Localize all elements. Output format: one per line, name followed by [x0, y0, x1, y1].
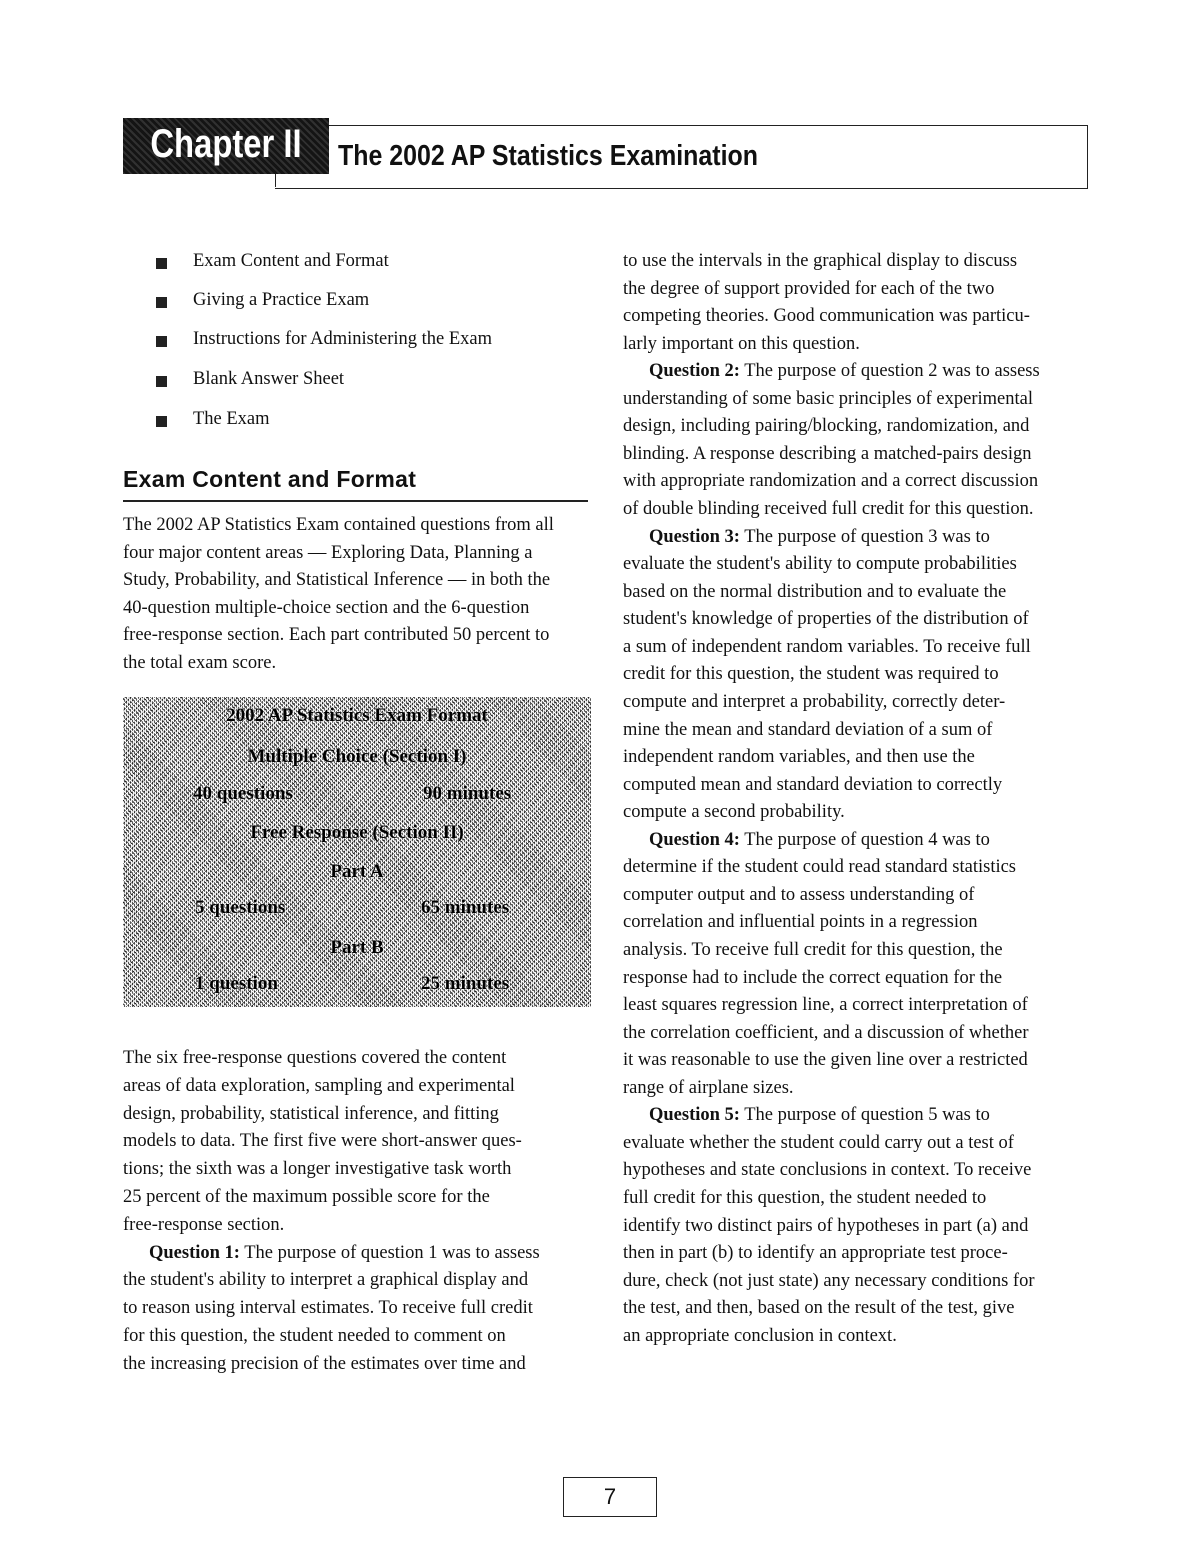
text-line — [123, 1076, 515, 1097]
text-line — [623, 1078, 794, 1099]
text-line — [649, 361, 1040, 382]
text-line — [123, 515, 554, 536]
heading-rule — [123, 500, 588, 502]
text-line — [649, 1105, 990, 1126]
square-bullet-icon — [156, 376, 167, 387]
part-b-questions: 1 question — [195, 973, 278, 994]
line-text: determine if the student could read standard statistics — [623, 857, 1017, 878]
line-text: to reason using interval estimates. To receive full credit — [123, 1298, 533, 1319]
line-text: for this question, the student needed to comment on — [123, 1326, 506, 1346]
title-frame-edge — [275, 174, 276, 187]
line-text: computed mean and standard deviation to correctly — [623, 774, 1003, 795]
text-line — [623, 279, 994, 300]
line-text: mine the mean and standard deviation of a sum of — [623, 719, 993, 740]
text-line — [623, 995, 1028, 1016]
line-text: a sum of independent random variables. To receive full — [623, 636, 1031, 657]
text-line — [623, 1216, 1028, 1237]
text-line — [623, 968, 1002, 989]
line-text: The six free-response questions covered the content — [123, 1048, 507, 1068]
line-text: based on the normal distribution and to evaluate the — [623, 581, 1007, 602]
line-text: The purpose of question 1 was to assess — [239, 1242, 540, 1263]
text-line — [123, 1048, 506, 1069]
line-text: dure, check (not just state) any necessary conditions for — [623, 1270, 1035, 1291]
text-line — [623, 554, 1017, 575]
line-text: evaluate the student's ability to compute probabilities — [623, 554, 1017, 575]
line-text: The purpose of question 2 was to assess — [739, 361, 1040, 382]
text-line — [123, 1354, 526, 1375]
line-text: hypotheses and state conclusions in context. To receive — [623, 1160, 1032, 1181]
square-bullet-icon — [156, 336, 167, 347]
line-text: tions; the sixth was a longer investigative task worth — [123, 1159, 512, 1180]
line-text: then in part (b) to identify an appropriate test proce- — [623, 1243, 1008, 1264]
text-line — [623, 334, 860, 355]
text-line — [649, 527, 990, 548]
chapter-label: Chapter II — [150, 122, 302, 166]
line-text: design, probability, statistical inference, and fitting — [123, 1103, 499, 1124]
line-text: full credit for this question, the student needed to — [623, 1188, 987, 1209]
text-line — [123, 1326, 506, 1347]
line-text: free-response section. Each part contributed 50 percent to — [123, 625, 550, 646]
line-text: areas of data exploration, sampling and experimental — [123, 1075, 515, 1096]
line-text: design, including pairing/blocking, randomization, and — [623, 416, 1030, 437]
text-line — [623, 389, 1033, 410]
text-line — [123, 598, 529, 619]
question-label: Question 1: — [149, 1242, 240, 1263]
line-text: larly important on this question. — [623, 333, 860, 354]
contents-item: Instructions for Administering the Exam — [193, 329, 493, 349]
text-line — [623, 1298, 1014, 1319]
line-text: 25 percent of the maximum possible score for the — [123, 1187, 490, 1207]
text-line — [623, 747, 975, 768]
format-title: 2002 AP Statistics Exam Format — [226, 705, 488, 726]
question-label: Question 5: — [649, 1105, 740, 1126]
text-line — [623, 251, 1017, 272]
line-text: analysis. To receive full credit for this question, the — [623, 940, 1003, 960]
text-line — [623, 499, 1034, 520]
line-text: range of airplane sizes. — [623, 1077, 794, 1098]
text-line — [623, 1243, 1008, 1264]
line-text: The purpose of question 3 was to — [739, 526, 990, 547]
line-text: least squares regression line, a correct interpretation of — [623, 995, 1028, 1016]
question-label: Question 3: — [649, 526, 740, 547]
text-line — [623, 692, 1005, 713]
line-text: models to data. The first five were short-answer ques- — [123, 1131, 522, 1152]
text-line — [123, 1131, 522, 1152]
line-text: with appropriate randomization and a correct discussion — [623, 471, 1039, 492]
line-text: understanding of some basic principles of experimental — [623, 388, 1033, 409]
text-line — [123, 570, 550, 591]
line-text: credit for this question, the student was required to — [623, 664, 999, 685]
text-line — [623, 912, 977, 933]
text-line — [123, 1187, 490, 1208]
text-line — [623, 720, 992, 741]
text-line — [149, 1243, 540, 1264]
line-text: The purpose of question 5 was to — [739, 1105, 990, 1126]
chapter-badge — [123, 118, 329, 174]
page-number: 7 — [603, 1484, 617, 1509]
text-line — [649, 830, 990, 851]
line-text: to use the intervals in the graphical display to discuss — [623, 251, 1018, 271]
text-line — [123, 1215, 284, 1236]
text-line — [123, 1159, 511, 1180]
line-text: the total exam score. — [123, 653, 277, 673]
line-text: compute a second probability. — [623, 802, 845, 823]
line-text: competing theories. Good communication was particu- — [623, 306, 1030, 327]
page-number-box — [563, 1477, 657, 1517]
text-line — [623, 609, 1029, 630]
part-b-heading: Part B — [330, 937, 384, 958]
text-line — [123, 1298, 533, 1319]
part-a-heading: Part A — [330, 861, 384, 882]
text-line — [623, 306, 1030, 327]
text-line — [123, 653, 276, 674]
line-text: identify two distinct pairs of hypotheses in part (a) and — [623, 1215, 1029, 1236]
line-text: 40-question multiple-choice section and the 6-question — [123, 597, 530, 618]
text-line — [123, 1104, 499, 1125]
section-heading: Exam Content and Format — [123, 466, 417, 492]
text-line — [623, 802, 845, 823]
text-line — [123, 1270, 528, 1291]
line-text: the test, and then, based on the result of the test, give — [623, 1298, 1015, 1319]
mc-time: 90 minutes — [423, 783, 512, 804]
line-text: evaluate whether the student could carry out a test of — [623, 1132, 1014, 1153]
text-line — [623, 416, 1029, 437]
text-line — [623, 1133, 1014, 1154]
square-bullet-icon — [156, 258, 167, 269]
line-text: an appropriate conclusion in context. — [623, 1325, 897, 1346]
line-text: computer output and to assess understanding of — [623, 884, 975, 905]
text-line — [623, 444, 1031, 465]
part-b-time: 25 minutes — [421, 973, 510, 994]
line-text: the correlation coefficient, and a discussion of whether — [623, 1022, 1029, 1043]
text-line — [623, 582, 1006, 603]
line-text: the increasing precision of the estimates over time and — [123, 1353, 526, 1374]
page-title: The 2002 AP Statistics Examination — [338, 140, 758, 172]
question-label: Question 4: — [649, 829, 740, 850]
part-a-questions: 5 questions — [195, 897, 286, 918]
mc-questions: 40 questions — [193, 783, 293, 804]
line-text: the student's ability to interpret a graphical display and — [123, 1270, 529, 1291]
line-text: four major content areas — Exploring Data, Planning a — [123, 542, 533, 563]
fr-heading: Free Response (Section II) — [250, 822, 464, 843]
text-line — [623, 471, 1038, 492]
line-text: free-response section. — [123, 1214, 285, 1235]
contents-item: Blank Answer Sheet — [193, 369, 345, 389]
line-text: The purpose of question 4 was to — [739, 829, 990, 850]
text-line — [123, 543, 532, 564]
line-text: blinding. A response describing a matched-pairs design — [623, 443, 1032, 464]
text-line — [623, 1326, 897, 1347]
question-label: Question 2: — [649, 361, 740, 382]
text-line — [623, 1271, 1035, 1292]
mc-heading: Multiple Choice (Section I) — [247, 746, 467, 767]
text-line — [623, 1050, 1028, 1071]
text-line — [623, 664, 999, 685]
text-line — [623, 775, 1002, 796]
line-text: Study, Probability, and Statistical Inference — in both the — [123, 570, 551, 591]
line-text: compute and interpret a probability, correctly deter- — [623, 691, 1006, 712]
square-bullet-icon — [156, 416, 167, 427]
line-text: independent random variables, and then use the — [623, 747, 975, 768]
contents-item: Exam Content and Format — [193, 251, 389, 271]
text-line — [623, 1023, 1028, 1044]
line-text: of double blinding received full credit for this question. — [623, 499, 1034, 520]
line-text: it was reasonable to use the given line over a restricted — [623, 1050, 1028, 1071]
contents-item: The Exam — [193, 409, 270, 429]
text-line — [623, 885, 974, 906]
contents-item: Giving a Practice Exam — [193, 290, 370, 310]
line-text: response had to include the correct equation for the — [623, 967, 1003, 988]
text-line — [623, 857, 1016, 878]
exam-format-box — [123, 697, 591, 1007]
line-text: The 2002 AP Statistics Exam contained questions from all — [123, 515, 554, 535]
line-text: student's knowledge of properties of the distribution of — [623, 609, 1029, 630]
text-line — [123, 625, 549, 646]
text-line — [623, 1188, 986, 1209]
line-text: the degree of support provided for each of the two — [623, 278, 995, 299]
text-line — [623, 940, 1003, 961]
part-a-time: 65 minutes — [421, 897, 510, 918]
square-bullet-icon — [156, 297, 167, 308]
text-line — [623, 1160, 1031, 1181]
text-line — [623, 637, 1031, 658]
line-text: correlation and influential points in a regression — [623, 912, 978, 933]
